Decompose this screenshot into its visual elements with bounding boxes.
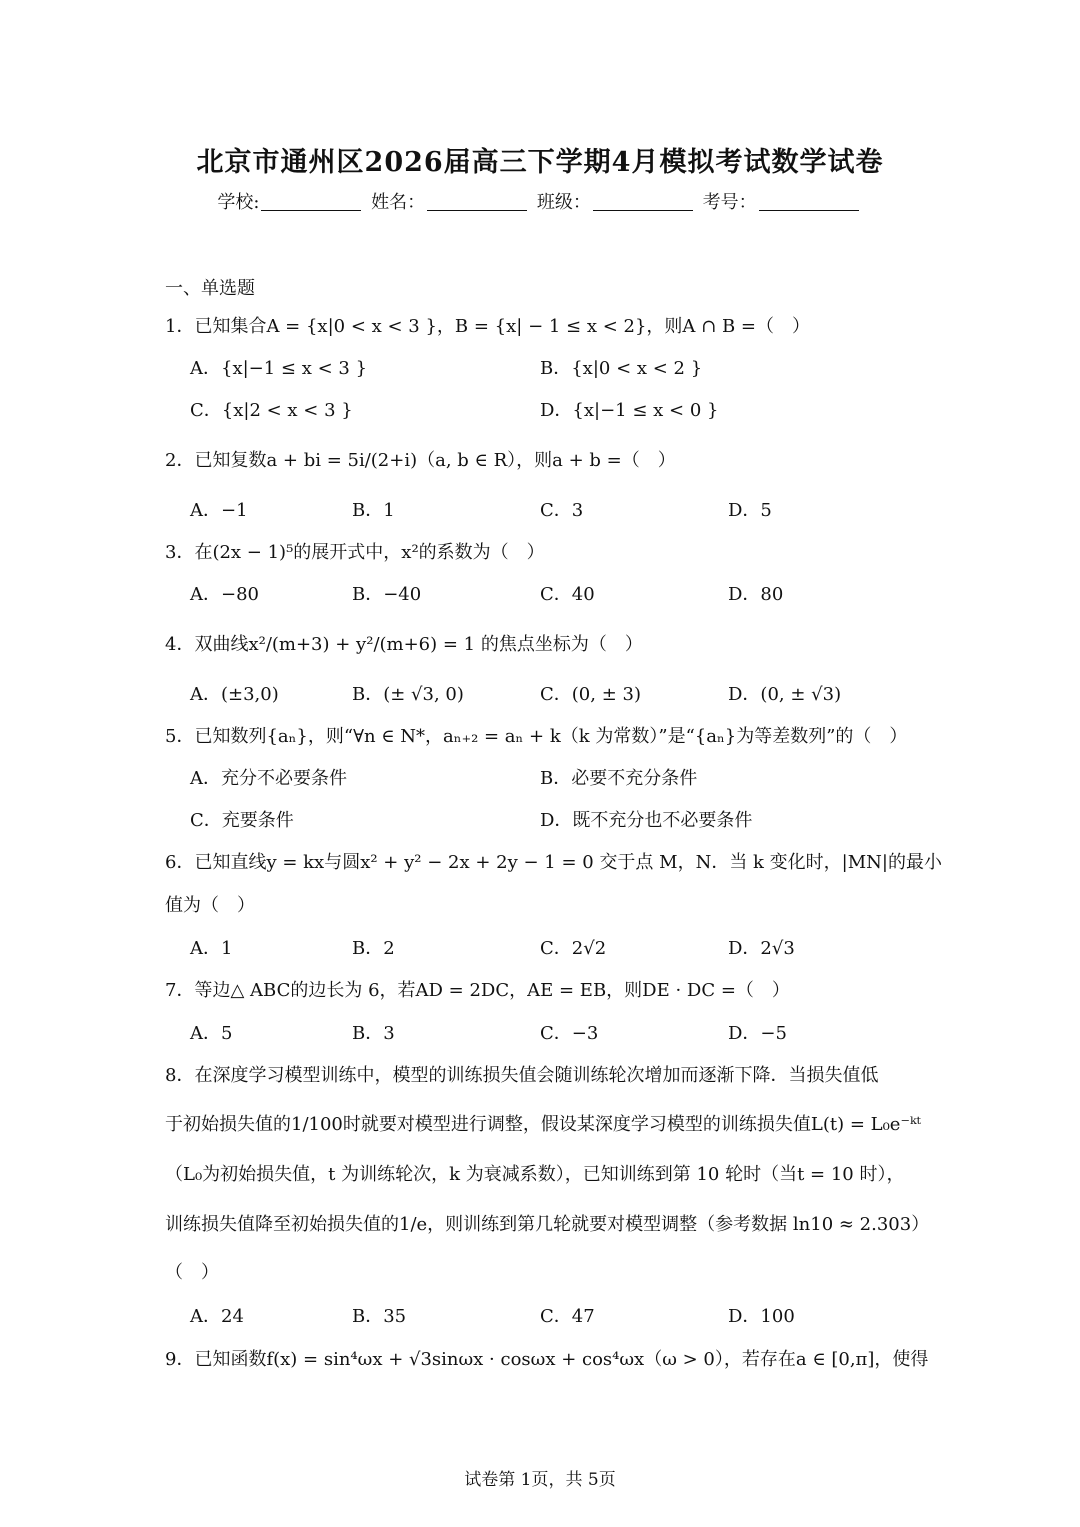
q3-option-a: A．−80 [190, 584, 259, 605]
exam-number-label: 考号： [702, 192, 757, 213]
q7-option-a: A．5 [190, 1023, 233, 1044]
question-1-stem: 1．已知集合A = {x|0 < x < 3 }，B = {x| − 1 ≤ x < 2}，则A ∩ B =（ ） [165, 316, 810, 337]
question-4-stem: 4．双曲线x²/(m+3) + y²/(m+6) = 1 的焦点坐标为（ ） [165, 634, 643, 655]
q5-option-d: D．既不充分也不必要条件 [540, 810, 753, 831]
q3-option-d: D．80 [728, 584, 784, 605]
q6-option-b: B．2 [352, 938, 395, 959]
question-8-stem-line2: 于初始损失值的1/100时就要对模型进行调整，假设某深度学习模型的训练损失值L(t) = L₀e⁻ᵏᵗ [165, 1114, 921, 1135]
page-footer: 试卷第 1页，共 5页 [464, 1470, 616, 1490]
q3-option-b: B．−40 [352, 584, 422, 605]
school-blank[interactable] [261, 192, 361, 211]
question-6-stem-line2: 值为（ ） [165, 895, 255, 916]
q4-option-b: B．(± √3, 0) [352, 684, 464, 705]
q5-option-a: A．充分不必要条件 [190, 768, 347, 789]
q2-option-b: B．1 [352, 500, 395, 521]
q4-option-d: D．(0, ± √3) [728, 684, 842, 705]
q8-option-a: A．24 [190, 1306, 244, 1327]
q5-option-b: B．必要不充分条件 [540, 768, 698, 789]
name-blank[interactable] [427, 192, 527, 211]
exam-number-blank[interactable] [759, 192, 859, 211]
q2-option-c: C．3 [540, 500, 584, 521]
q3-option-c: C．40 [540, 584, 595, 605]
question-7-stem: 7．等边△ ABC的边长为 6，若AD = 2DC，AE = EB，则DE · DC =（ ） [165, 980, 790, 1001]
school-label: 学校: [217, 192, 260, 213]
name-label: 姓名： [371, 192, 426, 213]
q1-option-d: D．{x|−1 ≤ x < 0 } [540, 400, 719, 421]
q7-option-b: B．3 [352, 1023, 395, 1044]
q8-option-d: D．100 [728, 1306, 795, 1327]
question-8-stem-line3: （L₀为初始损失值，t 为训练轮次，k 为衰减系数），已知训练到第 10 轮时（当t = 10 时）， [165, 1164, 905, 1185]
question-8-stem-line4: 训练损失值降至初始损失值的1/e，则训练到第几轮就要对模型调整（参考数据 ln10 ≈ 2.303） [165, 1214, 930, 1235]
q6-option-c: C．2√2 [540, 938, 607, 959]
question-8-stem-line5: （ ） [165, 1262, 219, 1283]
section-title: 一、单选题 [165, 278, 255, 299]
page-title: 北京市通州区2026届高三下学期4月模拟考试数学试卷 [196, 147, 884, 178]
question-9-stem: 9．已知函数f(x) = sin⁴ωx + √3sinωx · cosωx + cos⁴ωx（ω > 0），若存在a ∈ [0,π]，使得 [165, 1349, 929, 1370]
q2-option-d: D．5 [728, 500, 772, 521]
q8-option-b: B．35 [352, 1306, 407, 1327]
q6-option-d: D．2√3 [728, 938, 795, 959]
q7-option-d: D．−5 [728, 1023, 787, 1044]
q6-option-a: A．1 [190, 938, 233, 959]
question-8-stem: 8．在深度学习模型训练中，模型的训练损失值会随训练轮次增加而逐渐下降．当损失值低 [165, 1065, 879, 1086]
class-blank[interactable] [593, 192, 693, 211]
q1-option-c: C．{x|2 < x < 3 } [190, 400, 353, 421]
q8-option-c: C．47 [540, 1306, 595, 1327]
q2-option-a: A．−1 [190, 500, 248, 521]
q4-option-a: A．(±3,0) [190, 684, 279, 705]
q7-option-c: C．−3 [540, 1023, 599, 1044]
question-6-stem: 6．已知直线y = kx与圆x² + y² − 2x + 2y − 1 = 0 交于点 M，N．当 k 变化时，|MN|的最小 [165, 852, 942, 873]
q5-option-c: C．充要条件 [190, 810, 294, 831]
question-5-stem: 5．已知数列{aₙ}，则“∀n ∈ N*，aₙ₊₂ = aₙ + k（k 为常数）”是“{aₙ}为等差数列”的（ ） [165, 726, 908, 747]
student-info-line [0, 188, 1080, 214]
q4-option-c: C．(0, ± 3) [540, 684, 641, 705]
class-label: 班级： [536, 192, 591, 213]
q1-option-a: A．{x|−1 ≤ x < 3 } [190, 358, 368, 379]
question-3-stem: 3．在(2x − 1)⁵的展开式中，x²的系数为（ ） [165, 542, 545, 563]
q1-option-b: B．{x|0 < x < 2 } [540, 358, 703, 379]
question-2-stem: 2．已知复数a + bi = 5i/(2+i)（a, b ∈ R），则a + b =（ ） [165, 450, 676, 471]
